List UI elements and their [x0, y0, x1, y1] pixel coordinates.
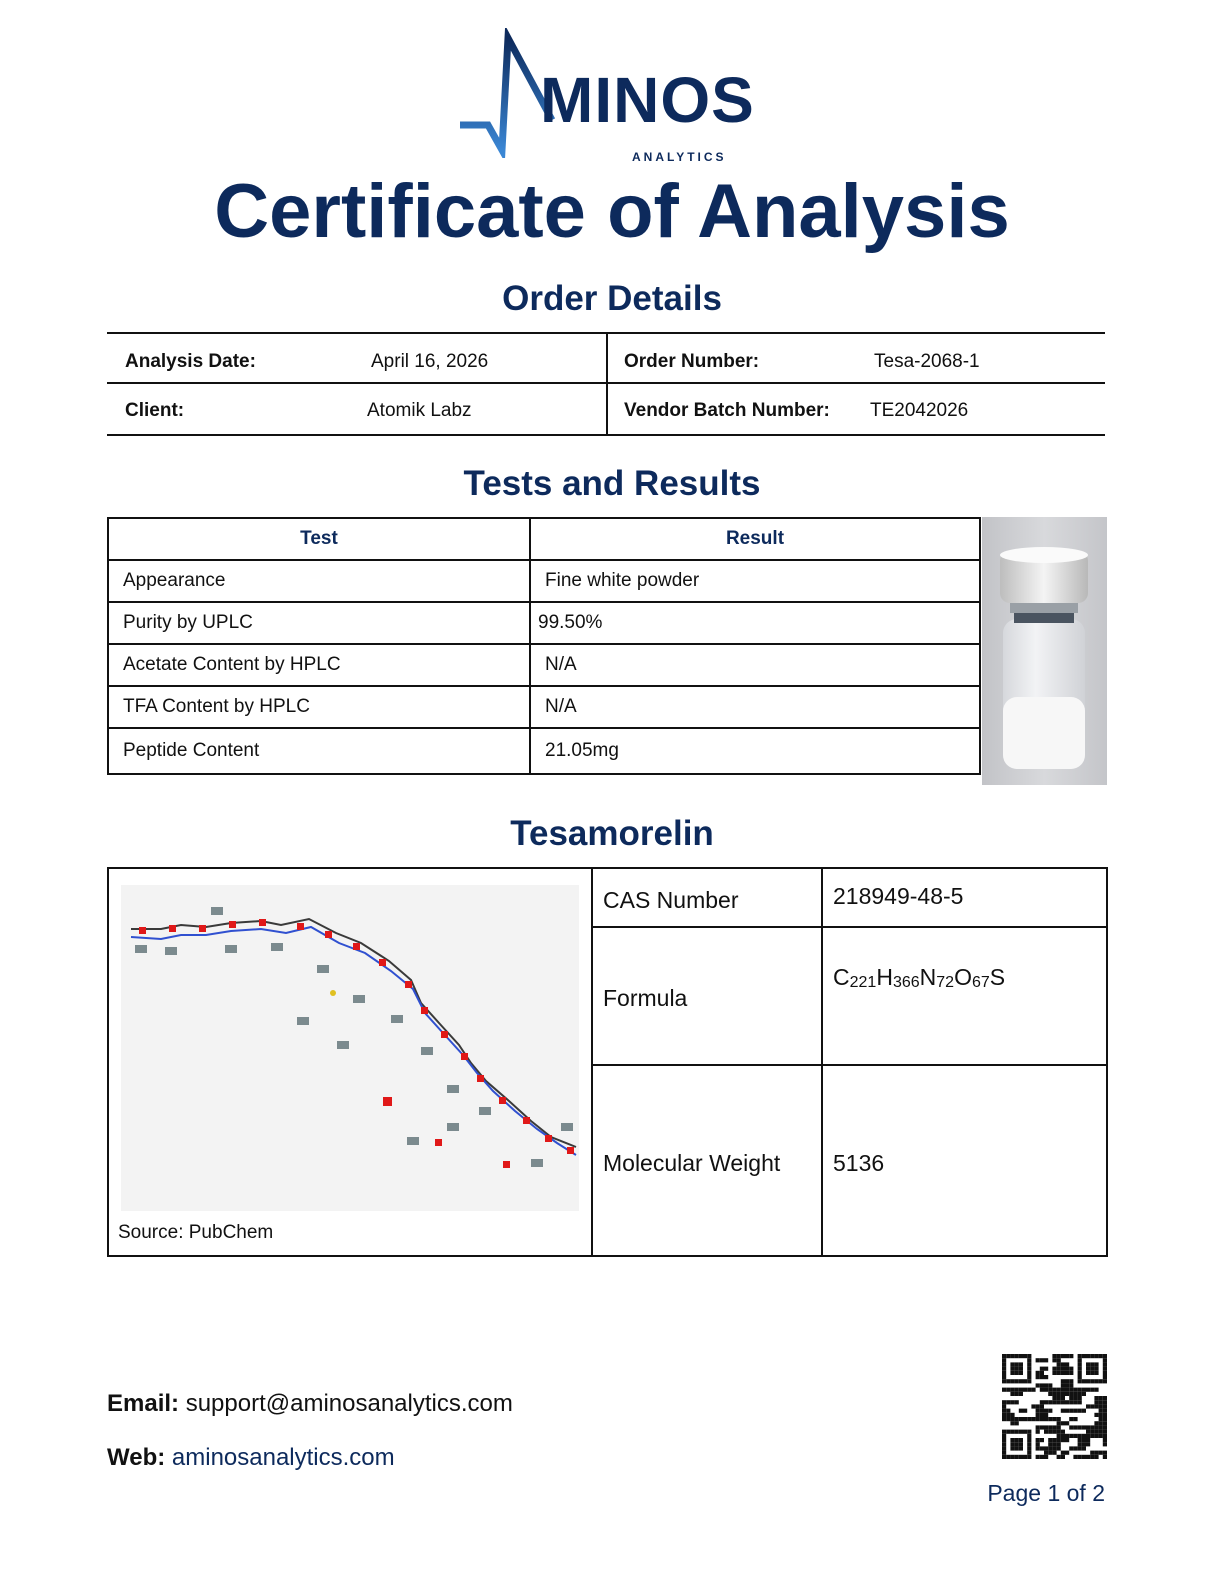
row-divider — [591, 926, 1106, 928]
table-row — [108, 644, 980, 686]
company-logo — [456, 28, 756, 164]
test-result: 99.50% — [530, 602, 980, 644]
web-link[interactable]: aminosanalytics.com — [171, 1444, 395, 1471]
test-name: Acetate Content by HPLC — [108, 644, 530, 686]
client-value: Atomik Labz — [367, 400, 472, 421]
vial-photo — [982, 517, 1107, 785]
compound-heading: Tesamorelin — [510, 814, 714, 853]
page-title: Certificate of Analysis — [214, 169, 1010, 254]
tests-heading: Tests and Results — [463, 464, 761, 503]
test-result: N/A — [530, 686, 980, 728]
table-row — [108, 728, 980, 774]
order-number-value: Tesa-2068-1 — [874, 351, 980, 372]
molecular-weight-label: Molecular Weight — [603, 1150, 781, 1176]
structure-source: Source: PubChem — [118, 1222, 274, 1243]
cas-value: 218949-48-5 — [833, 883, 964, 909]
table-row — [108, 602, 980, 644]
test-result: N/A — [530, 644, 980, 686]
compound-info-box — [107, 867, 1108, 1257]
web-label: Web: — [107, 1444, 166, 1471]
column-divider — [606, 334, 608, 434]
test-result: Fine white powder — [530, 560, 980, 602]
client-label: Client: — [125, 400, 185, 421]
page-number: Page 1 of 2 — [987, 1480, 1105, 1506]
vendor-batch-label: Vendor Batch Number: — [624, 400, 830, 421]
email-link[interactable]: support@aminosanalytics.com — [185, 1390, 513, 1417]
formula-label: Formula — [603, 985, 688, 1011]
column-header-test: Test — [108, 518, 530, 560]
footer-web — [107, 1446, 395, 1470]
analysis-date-value: April 16, 2026 — [371, 351, 489, 372]
order-number-label: Order Number: — [624, 351, 760, 372]
formula-value: $C_{221}H_{366}N_{72}O_{67}S$ — [833, 964, 1006, 991]
table-header-row — [108, 518, 980, 560]
analysis-date-label: Analysis Date: — [125, 351, 256, 372]
tests-table — [107, 517, 981, 775]
vendor-batch-value: TE2042026 — [870, 400, 969, 421]
table-row — [108, 560, 980, 602]
test-name: Appearance — [108, 560, 530, 602]
email-label: Email: — [107, 1390, 180, 1417]
column-header-result: Result — [530, 518, 980, 560]
logo-subtitle: ANALYTICS — [632, 150, 727, 164]
logo-wordmark: MINOS — [540, 64, 755, 136]
test-result: 21.05mg — [530, 728, 980, 774]
order-details-table — [107, 332, 1105, 436]
table-row — [108, 686, 980, 728]
test-name: Peptide Content — [108, 728, 530, 774]
test-name: Purity by UPLC — [108, 602, 530, 644]
test-name: TFA Content by HPLC — [108, 686, 530, 728]
molecule-structure-image — [121, 885, 579, 1211]
order-details-heading: Order Details — [502, 279, 722, 318]
molecular-weight-value: 5136 — [833, 1150, 885, 1176]
qr-code-icon[interactable] — [1002, 1354, 1107, 1459]
cas-label: CAS Number — [603, 887, 739, 913]
row-divider — [591, 1064, 1106, 1066]
footer-email — [107, 1392, 513, 1416]
